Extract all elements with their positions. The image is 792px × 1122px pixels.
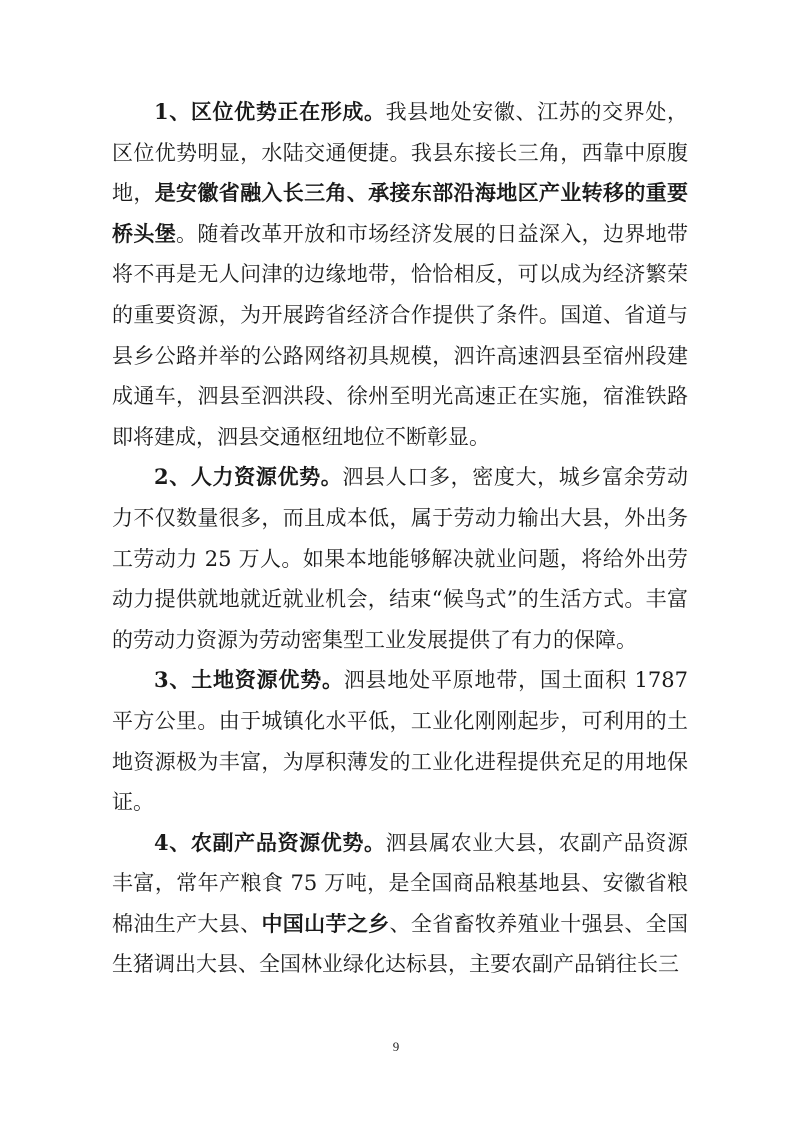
paragraph-location-advantage — [112, 92, 688, 457]
text-run: 、全省畜牧养殖业十强县、全国生猪调出大县、全国林业绿化达标县，主要农副产品销往长三 — [112, 911, 689, 977]
paragraph-land-resources — [112, 660, 688, 822]
page-number: 9 — [392, 1039, 400, 1054]
heading-human-resources: 2、人力资源优势。 — [154, 464, 343, 490]
text-run: 我县地处安徽、江苏的交界处，区位优势明显，水陆交通便捷。我县东接长三角，西靠中原腹地， — [112, 100, 688, 206]
heading-agricultural-resources: 4、农副产品资源优势。 — [154, 829, 386, 855]
heading-land-resources: 3、土地资源优势。 — [154, 667, 344, 693]
emphasis-bridgehead: 是安徽省融入长三角、承接东部沿海地区产业转移的重要桥头堡 — [112, 180, 689, 246]
text-run: 泗县属农业大县，农副产品资源丰富，常年产粮食 75 万吨，是全国商品粮基地县、安徽省粮棉油生产大县、 — [112, 830, 688, 936]
text-run: 泗县地处平原地带，国土面积 1787 平方公里。由于城镇化水平低，工业化刚刚起步，可利用的土地资源极为丰富，为厚积薄发的工业化进程提供充足的用地保证。 — [112, 668, 688, 815]
heading-location-advantage: 1、区位优势正在形成。 — [154, 99, 386, 124]
emphasis-sweet-potato: 中国山芋之乡 — [261, 910, 390, 936]
body-text — [112, 92, 688, 985]
paragraph-agricultural-resources — [112, 823, 688, 985]
text-run: 泗县人口多，密度大，城乡富余劳动力不仅数量很多，而且成本低，属于劳动力输出大县，外出务工劳动力 25 万人。如果本地能够解决就业问题，将给外出劳动力提供就地就近就业机会，结束“候鸟式”的生活方式。丰富的劳动力资源为劳动密集型工业发展提供了有力的保障。 — [112, 465, 688, 652]
text-run: 。随着改革开放和市场经济发展的日益深入，边界地带将不再是无人问津的边缘地带，恰恰相反，可以成为经济繁荣的重要资源，为开展跨省经济合作提供了条件。国道、省道与县乡公路并举的公路网络初具规模，泗许高速泗县至宿州段建成通车，泗县至泗洪段、徐州至明光高速正在实施，宿淮铁路即将建成，泗县交通枢纽地位不断彰显。 — [112, 221, 689, 449]
paragraph-human-resources — [112, 457, 688, 660]
